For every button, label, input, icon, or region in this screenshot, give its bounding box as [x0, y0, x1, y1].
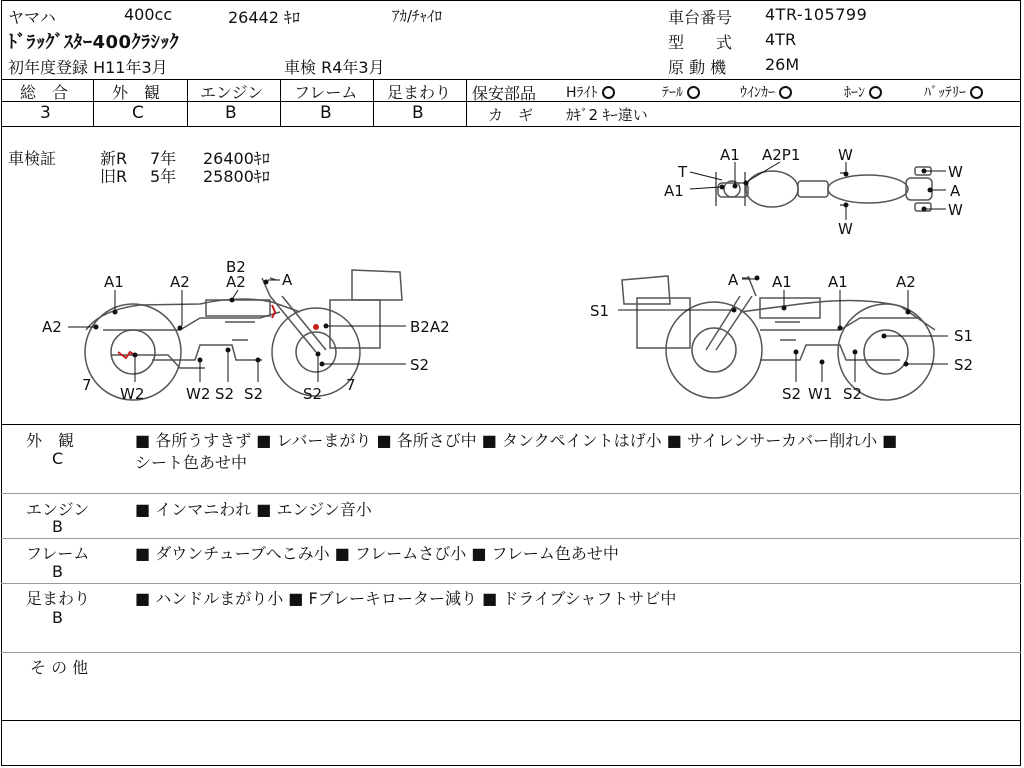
safety-item-headlight: Hﾗｲﾄ	[566, 82, 615, 102]
cert-row-old-tag: 旧R	[100, 167, 128, 186]
key-value: ｶｷﾞ2 ｷｰ違い	[566, 106, 648, 124]
chassis-no-label: 車台番号	[668, 8, 733, 27]
circle-mark-icon	[970, 86, 983, 99]
remark-label-suspension: 足まわり	[26, 589, 91, 608]
type-value: 4TR	[765, 30, 797, 49]
cert-row-new-years: 7年	[150, 149, 177, 168]
remark-label-engine: エンジン	[26, 500, 90, 519]
safety-label: 保安部品	[472, 84, 537, 103]
svg-text:A: A	[728, 271, 739, 289]
remark-text-engine: ■ インマニわれ ■ エンジン音小	[135, 500, 372, 519]
safety-item-horn: ﾎｰﾝ	[844, 82, 882, 102]
inspection-date: 車検 R4年3月	[284, 58, 385, 77]
grade-exterior: C	[132, 103, 144, 123]
svg-text:A: A	[282, 271, 293, 289]
remark-grade-engine: B	[52, 517, 63, 536]
svg-text:W: W	[948, 163, 963, 181]
color: ｱｶ/ﾁｬｲﾛ	[392, 7, 443, 25]
cert-row-new-km: 26400ｷﾛ	[203, 149, 270, 168]
remark-text-exterior-2: シート色あせ中	[135, 453, 248, 472]
remark-text-suspension: ■ ハンドルまがり小 ■ Fブレーキローター減り ■ ドライブシャフトサビ中	[135, 589, 677, 608]
grade-total: 3	[40, 103, 51, 123]
grade-engine: B	[225, 103, 237, 123]
svg-text:S2: S2	[303, 385, 323, 403]
svg-text:7: 7	[82, 376, 92, 394]
safety-item-battery: ﾊﾞｯﾃﾘｰ	[924, 82, 983, 102]
svg-text:S2: S2	[215, 385, 235, 403]
svg-text:B2: B2	[226, 258, 246, 276]
grade-header-suspension: 足まわり	[387, 83, 452, 102]
right-view-motorcycle	[622, 276, 935, 400]
displacement: 400cc	[124, 5, 173, 24]
svg-text:A1: A1	[828, 273, 848, 291]
svg-text:S2: S2	[843, 385, 863, 403]
circle-mark-icon	[779, 86, 792, 99]
chassis-no: 4TR-105799	[765, 5, 868, 24]
svg-text:A2: A2	[170, 273, 190, 291]
type-label: 型 式	[668, 33, 733, 52]
svg-text:A1: A1	[720, 146, 740, 164]
svg-text:A2P1: A2P1	[762, 146, 801, 164]
svg-text:S2: S2	[244, 385, 264, 403]
engine-label: 原 動 機	[668, 58, 727, 77]
damage-diagram	[0, 126, 1022, 424]
svg-text:W: W	[838, 220, 853, 238]
grade-header-engine: エンジン	[200, 83, 264, 102]
grade-header-frame: フレーム	[294, 83, 358, 102]
svg-text:S1: S1	[590, 302, 610, 320]
svg-text:W: W	[948, 201, 963, 219]
svg-text:A2: A2	[896, 273, 916, 291]
grade-suspension: B	[412, 103, 424, 123]
svg-text:T: T	[678, 163, 688, 181]
safety-item-tail: ﾃｰﾙ	[662, 82, 700, 102]
remark-grade-frame: B	[52, 562, 63, 581]
svg-text:W1: W1	[808, 385, 833, 403]
circle-mark-icon	[687, 86, 700, 99]
engine-value: 26M	[765, 55, 800, 74]
svg-text:A1: A1	[772, 273, 792, 291]
top-view-motorcycle	[716, 167, 932, 211]
circle-mark-icon	[602, 86, 615, 99]
model-name: ﾄﾞﾗｯｸﾞｽﾀｰ400ｸﾗｼｯｸ	[8, 32, 180, 53]
svg-text:S1: S1	[954, 327, 974, 345]
svg-text:A2: A2	[42, 318, 62, 336]
svg-text:A: A	[950, 182, 961, 200]
svg-text:7: 7	[346, 376, 356, 394]
remark-label-exterior: 外 観	[26, 431, 75, 450]
remark-text-exterior: ■ 各所うすきず ■ レバーまがり ■ 各所さび中 ■ タンクペイントはげ小 ■ サイレンサーカバー削れ小 ■	[135, 431, 898, 450]
remark-grade-exterior: C	[52, 449, 64, 468]
svg-text:A1: A1	[104, 273, 124, 291]
svg-text:S2: S2	[410, 356, 430, 374]
svg-text:W2: W2	[120, 385, 145, 403]
svg-text:B2A2: B2A2	[410, 318, 450, 336]
mileage: 26442 ｷﾛ	[228, 8, 300, 27]
circle-mark-icon	[869, 86, 882, 99]
diagram-labels	[42, 146, 973, 403]
remark-grade-suspension: B	[52, 608, 63, 627]
inspection-cert-label: 車検証	[8, 149, 57, 168]
svg-text:W: W	[838, 146, 853, 164]
remark-label-other: そ の 他	[30, 658, 89, 677]
key-label: カ ギ	[488, 106, 534, 124]
marker-dots	[94, 169, 933, 367]
grade-frame: B	[320, 103, 332, 123]
cert-row-old-years: 5年	[150, 167, 177, 186]
remark-text-frame: ■ ダウンチューブへこみ小 ■ フレームさび小 ■ フレーム色あせ中	[135, 544, 619, 563]
cert-row-old-km: 25800ｷﾛ	[203, 167, 270, 186]
safety-item-winker: ｳｲﾝｶｰ	[740, 82, 792, 102]
remark-label-frame: フレーム	[26, 544, 90, 563]
maker: ヤマハ	[8, 8, 56, 27]
svg-text:S2: S2	[782, 385, 802, 403]
first-registration: 初年度登録 H11年3月	[8, 58, 168, 77]
grade-header-total: 総 合	[20, 83, 69, 102]
leader-lines	[68, 162, 948, 382]
grade-header-exterior: 外 観	[112, 83, 161, 102]
svg-text:W2: W2	[186, 385, 211, 403]
svg-text:A2: A2	[226, 273, 246, 291]
damage-marks	[118, 305, 319, 358]
cert-row-new-tag: 新R	[100, 149, 128, 168]
svg-text:A1: A1	[664, 182, 684, 200]
svg-text:S2: S2	[954, 356, 974, 374]
